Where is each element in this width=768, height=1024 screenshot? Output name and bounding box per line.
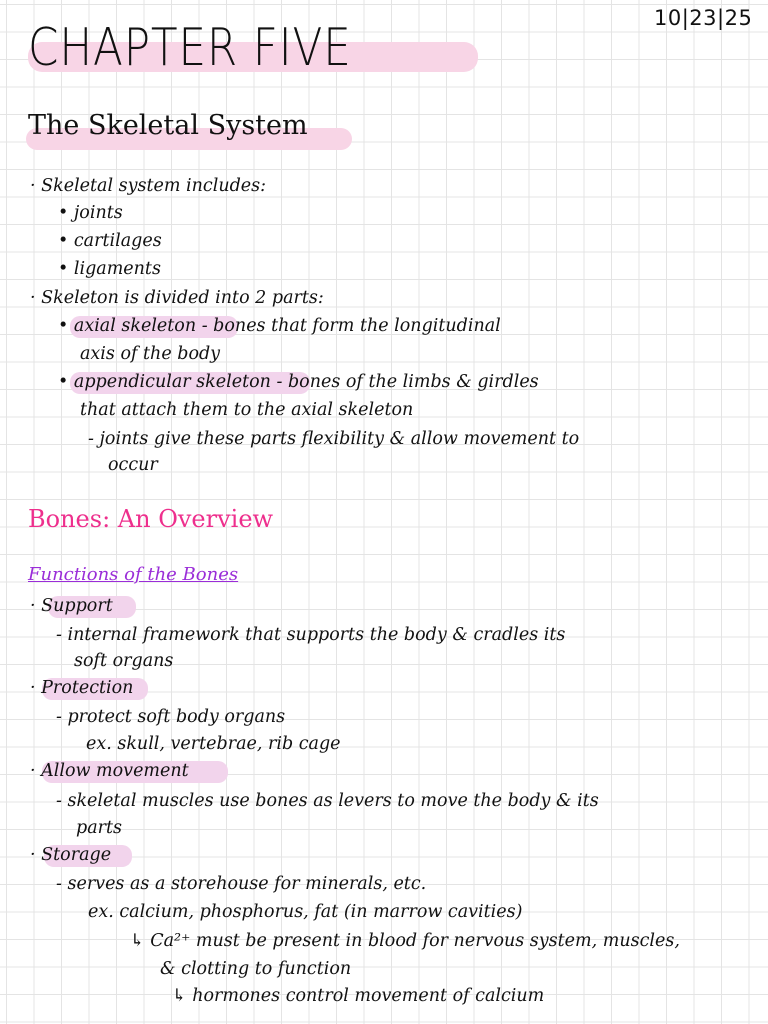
note-line: - internal framework that supports the body & cradles its — [56, 625, 566, 645]
note-line: · Support — [30, 596, 113, 616]
function-storage: Storage — [41, 845, 112, 865]
function-movement: Allow movement — [41, 761, 189, 781]
functions-heading: Functions of the Bones — [28, 564, 239, 585]
note-line: - joints give these parts flexibility & allow movement to — [88, 429, 580, 449]
note-line: · Skeletal system includes: — [30, 176, 267, 196]
note-line: & clotting to function — [160, 959, 352, 979]
note-line: ↳ hormones control movement of calcium — [172, 986, 545, 1006]
section-heading: Bones: An Overview — [28, 505, 274, 533]
note-line: · Skeleton is divided into 2 parts: — [30, 288, 324, 308]
note-line: • axial skeleton - bones that form the longitudinal — [58, 316, 501, 336]
note-line: · Allow movement — [30, 761, 189, 781]
term-definition: - bones of the limbs & girdles — [276, 372, 539, 392]
note-line: axis of the body — [80, 344, 221, 364]
note-line: · Protection — [30, 678, 134, 698]
chapter-title: CHAPTER FIVE — [28, 18, 352, 78]
note-line: ex. calcium, phosphorus, fat (in marrow cavities) — [88, 902, 523, 922]
note-line: • joints — [58, 203, 123, 223]
date: 10|23|25 — [654, 6, 753, 30]
note-line: soft organs — [74, 651, 174, 671]
note-line: · Storage — [30, 845, 112, 865]
note-line: ex. skull, vertebrae, rib cage — [86, 734, 341, 754]
note-line: - protect soft body organs — [56, 707, 286, 727]
note-line: • appendicular skeleton - bones of the limbs & girdles — [58, 372, 539, 392]
note-line: parts — [76, 818, 123, 838]
note-line: • ligaments — [58, 259, 161, 279]
note-line: ↳ Ca²⁺ must be present in blood for nervous system, muscles, — [130, 931, 680, 951]
function-support: Support — [41, 596, 113, 616]
note-line: that attach them to the axial skeleton — [80, 400, 414, 420]
note-line: - skeletal muscles use bones as levers to move the body & its — [56, 791, 599, 811]
note-line: occur — [108, 455, 158, 475]
term-axial: axial skeleton — [73, 316, 197, 336]
term-appendicular: appendicular skeleton — [73, 372, 271, 392]
subtitle: The Skeletal System — [28, 110, 308, 141]
term-definition: - bones that form the longitudinal — [201, 316, 501, 336]
note-line: - serves as a storehouse for minerals, etc. — [56, 874, 427, 894]
note-line: • cartilages — [58, 231, 162, 251]
function-protection: Protection — [41, 678, 134, 698]
